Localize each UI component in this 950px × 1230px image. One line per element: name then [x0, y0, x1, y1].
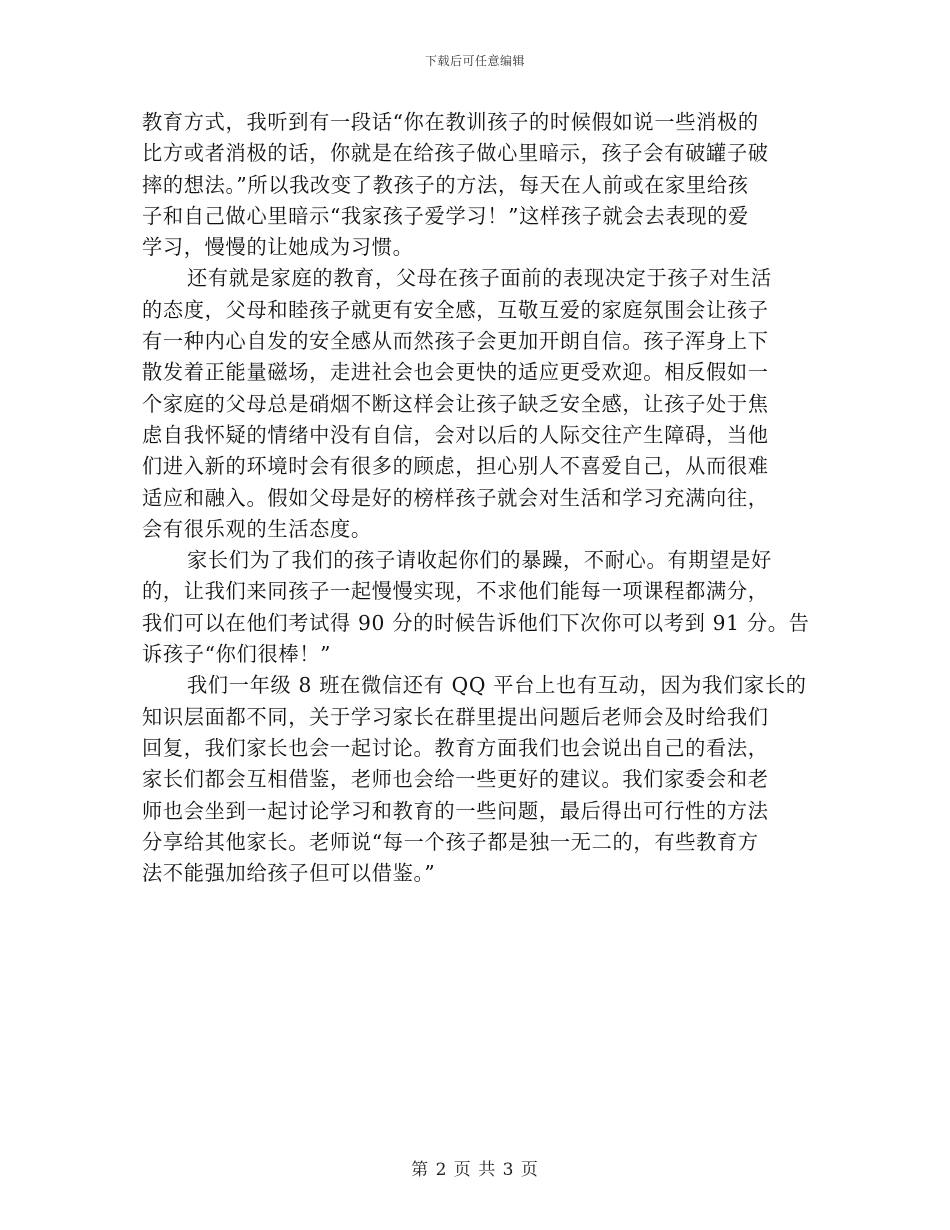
- text-line: 回复，我们家长也会一起讨论。教育方面我们也会说出自己的看法，: [142, 735, 769, 760]
- text-line: 虑自我怀疑的情绪中没有自信，会对以后的人际交往产生障碍，当他: [142, 422, 769, 447]
- text-line: 散发着正能量磁场，走进社会也会更快的适应更受欢迎。相反假如一: [142, 360, 769, 385]
- paragraph-first-line: 还有就是家庭的教育，父母在孩子面前的表现决定于孩子对生活: [187, 266, 772, 291]
- text-line: 家长们都会互相借鉴，老师也会给一些更好的建议。我们家委会和老: [142, 767, 769, 792]
- text-line: 摔的想法。”所以我改变了教孩子的方法，每天在人前或在家里给孩: [142, 172, 749, 197]
- page-number-footer: 第 2 页 共 3 页: [411, 1160, 539, 1180]
- text-line: 我们可以在他们考试得 90 分的时候告诉他们下次你可以考到 91 分。告: [142, 610, 810, 635]
- text-line: 教育方式，我听到有一段话“你在教训孩子的时候假如说一些消极的: [142, 110, 759, 134]
- text-line: 师也会坐到一起讨论学习和教育的一些问题，最后得出可行性的方法: [142, 798, 769, 823]
- page-header-note: 下载后可任意编辑: [424, 54, 525, 68]
- text-line: 们进入新的环境时会有很多的顾虑，担心别人不喜爱自己，从而很难: [142, 454, 769, 479]
- text-line: 诉孩子“你们很棒！”: [142, 642, 332, 667]
- text-line: 学习，慢慢的让她成为习惯。: [142, 235, 414, 260]
- text-line: 分享给其他家长。老师说“每一个孩子都是独一无二的，有些教育方: [142, 829, 759, 854]
- text-line: 法不能强加给孩子但可以借鉴。”: [142, 861, 436, 886]
- text-line: 个家庭的父母总是硝烟不断这样会让孩子缺乏安全感，让孩子处于焦: [142, 391, 769, 416]
- text-line: 比方或者消极的话，你就是在给孩子做心里暗示，孩子会有破罐子破: [142, 141, 769, 166]
- document-body: [142, 107, 810, 889]
- paragraph-first-line: 我们一年级 8 班在微信还有 QQ 平台上也有互动，因为我们家长的: [187, 673, 807, 698]
- text-line: 子和自己做心里暗示“我家孩子爱学习！”这样孩子就会去表现的爱: [142, 203, 749, 228]
- text-line: 知识层面都不同，关于学习家长在群里提出问题后老师会及时给我们: [142, 704, 769, 729]
- text-line: 会有很乐观的生活态度。: [142, 516, 372, 541]
- text-line: 有一种内心自发的安全感从而然孩子会更加开朗自信。孩子浑身上下: [142, 329, 769, 354]
- text-line: 适应和融入。假如父母是好的榜样孩子就会对生活和学习充满向往，: [142, 485, 769, 510]
- paragraph-first-line: 家长们为了我们的孩子请收起你们的暴躁，不耐心。有期望是好: [187, 548, 772, 573]
- text-line: 的，让我们来同孩子一起慢慢实现，不求他们能每一项课程都满分，: [142, 579, 769, 604]
- text-line: 的态度，父母和睦孩子就更有安全感，互敬互爱的家庭氛围会让孩子: [142, 297, 769, 322]
